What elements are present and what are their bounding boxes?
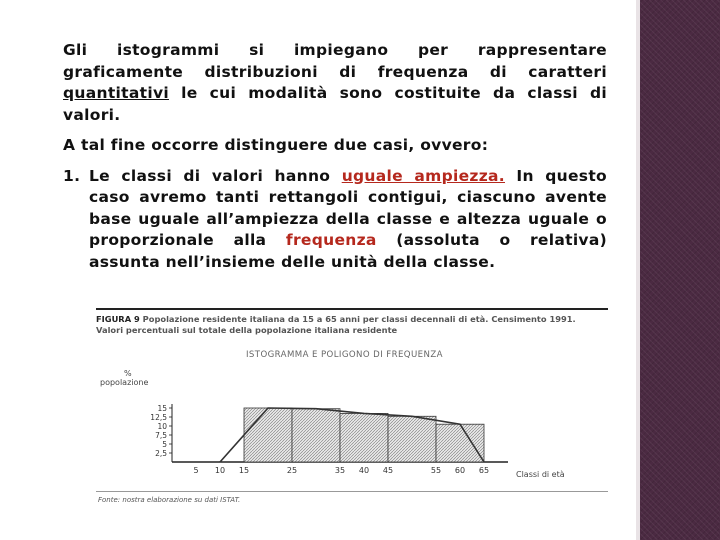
x-tick-label: 55 bbox=[430, 466, 442, 475]
slide-text bbox=[63, 40, 607, 273]
intro-text-2: le cui modalità sono costituite da classi di valori. bbox=[63, 84, 607, 124]
list-item-number: 1. bbox=[63, 166, 81, 185]
x-tick-label: 5 bbox=[193, 466, 199, 475]
list-text-2: In questo caso avremo tanti rettangoli contigui, ciascuno avente base uguale all’ampiezza della classe e altezza uguale o proporzionale alla bbox=[89, 166, 607, 249]
paragraph-cases: A tal fine occorre distinguere due casi, ovvero: bbox=[63, 136, 489, 154]
x-tick-label: 35 bbox=[334, 466, 346, 475]
y-tick-label: 15 bbox=[157, 404, 167, 413]
y-tick-label: 7,5 bbox=[155, 431, 167, 440]
histogram-bar bbox=[244, 408, 292, 462]
x-tick-label: 60 bbox=[454, 466, 466, 475]
list-highlight-frequency: frequenza bbox=[285, 231, 377, 249]
histogram-bar bbox=[436, 424, 484, 462]
x-tick-label: 25 bbox=[286, 466, 298, 475]
list-item bbox=[63, 166, 607, 274]
x-tick-label: 15 bbox=[238, 466, 250, 475]
histogram-bar bbox=[340, 413, 388, 462]
intro-text-1: Gli istogrammi si impiegano per rappresentare graficamente distribuzioni di frequenza di caratteri bbox=[63, 41, 607, 81]
figure-caption-text: Popolazione residente italiana da 15 a 65 anni per classi decennali di età. Censimento 1991. Valori percentuali sul totale della popolazione italiana residente bbox=[96, 314, 576, 335]
histogram-chart bbox=[96, 394, 608, 504]
intro-underlined-term: quantitativi bbox=[63, 84, 169, 102]
y-tick-label: 2,5 bbox=[155, 449, 167, 458]
figure-caption bbox=[96, 314, 596, 336]
list-item-text bbox=[89, 166, 607, 274]
x-tick-label: 45 bbox=[382, 466, 394, 475]
list-text-3: (assoluta o relativa) assunta nell’insieme delle unità della classe. bbox=[89, 231, 607, 271]
y-tick-label: 12,5 bbox=[150, 413, 167, 422]
paragraph-intro bbox=[63, 40, 607, 126]
x-tick-label: 40 bbox=[358, 466, 370, 475]
x-tick-label: 10 bbox=[214, 466, 226, 475]
list-text-1: Le classi di valori hanno bbox=[89, 166, 342, 185]
figure-top-rule bbox=[96, 308, 608, 310]
x-tick-label: 65 bbox=[478, 466, 490, 475]
histogram-bar bbox=[388, 416, 436, 462]
list-highlight-equal-width: uguale ampiezza. bbox=[341, 166, 505, 185]
decorative-side-band bbox=[640, 0, 720, 540]
figure-bottom-rule bbox=[96, 491, 608, 492]
y-tick-label: 10 bbox=[157, 422, 167, 431]
y-axis-label-percent: % bbox=[124, 369, 132, 378]
x-axis-label: Classi di età bbox=[516, 470, 565, 479]
figure-label: FIGURA 9 bbox=[96, 314, 140, 324]
y-tick-label: 5 bbox=[162, 440, 167, 449]
chart-title: ISTOGRAMMA E POLIGONO DI FREQUENZA bbox=[246, 350, 443, 360]
histogram-figure bbox=[96, 308, 608, 510]
figure-source: Fonte: nostra elaborazione su dati ISTAT. bbox=[98, 496, 241, 504]
y-axis-label: popolazione bbox=[100, 378, 149, 387]
histogram-bar bbox=[292, 409, 340, 462]
